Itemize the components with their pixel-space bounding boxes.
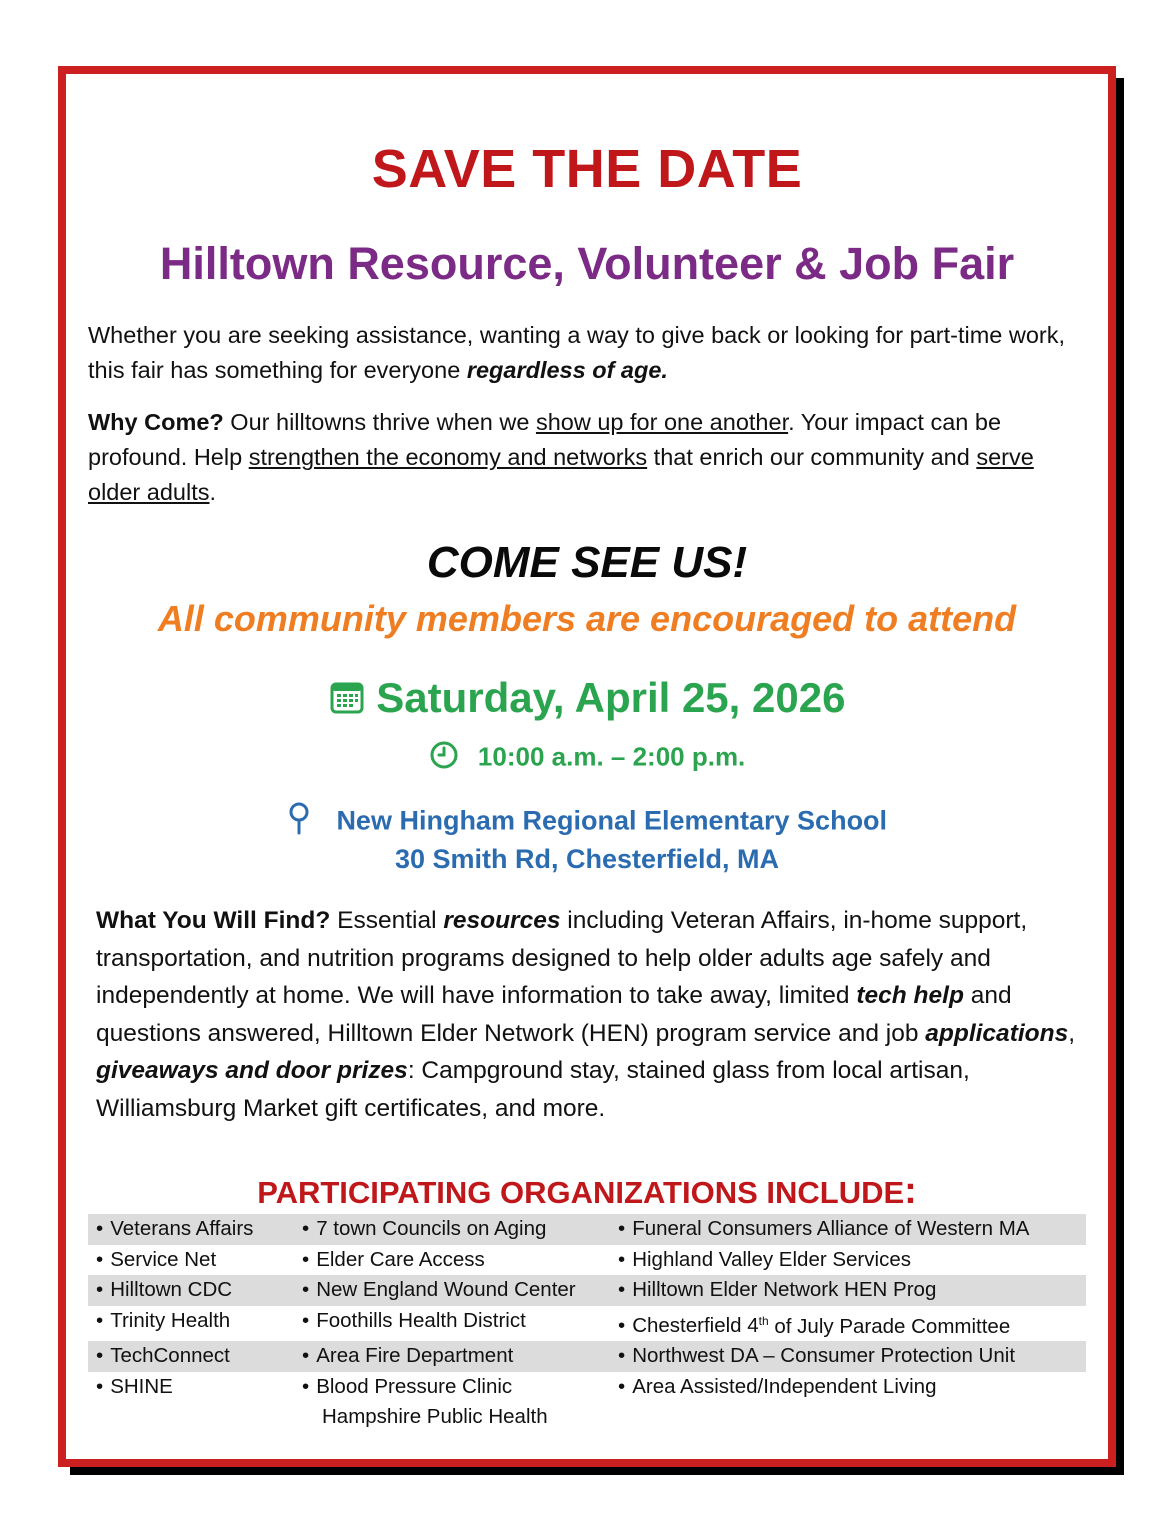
come-see-us-heading: COME SEE US! bbox=[426, 538, 748, 587]
table-row bbox=[88, 1341, 1086, 1372]
table-row bbox=[88, 1275, 1086, 1306]
orgs-heading-colon: : bbox=[904, 1170, 917, 1212]
org-item: • Area Assisted/Independent Living bbox=[618, 1375, 936, 1398]
org-cell bbox=[294, 1341, 610, 1372]
what-find-text: , bbox=[1068, 1019, 1076, 1047]
event-time-row bbox=[66, 740, 1108, 777]
what-find-text: : Campground stay, stained glass from local artisan, Williamsburg Market gift certificates, and more. bbox=[96, 1057, 970, 1122]
what-find-emphasis: giveaways and door prizes bbox=[96, 1057, 408, 1084]
org-cell bbox=[88, 1306, 294, 1342]
why-come-text: . Your impact can be profound. Help bbox=[88, 409, 1002, 470]
why-come-underline: strengthen the economy and networks bbox=[248, 444, 648, 470]
ordinal-suffix: th bbox=[758, 1313, 769, 1328]
attend-line: All community members are encouraged to attend bbox=[157, 598, 1017, 639]
what-find-text: including Veteran Affairs, in-home support, transportation, and nutrition programs designed to help older adults age safely and independently at home. We will have information to take away, limited bbox=[96, 907, 1028, 1009]
org-cell bbox=[610, 1214, 1086, 1245]
event-date-row bbox=[66, 674, 1108, 725]
org-item-subline: Hampshire Public Health bbox=[322, 1404, 548, 1428]
what-find-text: and questions answered, Hilltown Elder Network (HEN) program service and job bbox=[96, 982, 1012, 1047]
org-item: • Chesterfield 4 bbox=[618, 1314, 759, 1337]
clock-icon bbox=[429, 740, 459, 777]
why-come-paragraph bbox=[88, 405, 1078, 510]
org-item: • New England Wound Center bbox=[302, 1278, 576, 1301]
intro-emphasis: regardless of age. bbox=[466, 357, 668, 383]
table-row bbox=[88, 1372, 1086, 1432]
org-cell bbox=[294, 1245, 610, 1276]
org-cell bbox=[294, 1372, 610, 1432]
org-cell bbox=[88, 1372, 294, 1432]
org-item: • Elder Care Access bbox=[302, 1248, 485, 1271]
what-you-will-find-paragraph bbox=[96, 902, 1096, 1127]
what-find-emphasis: resources bbox=[443, 907, 561, 934]
org-item: • Foothills Health District bbox=[302, 1309, 526, 1332]
location-pin-icon bbox=[287, 802, 311, 843]
org-cell bbox=[294, 1275, 610, 1306]
org-cell bbox=[610, 1341, 1086, 1372]
org-item: • Veterans Affairs bbox=[96, 1217, 253, 1240]
org-cell bbox=[88, 1341, 294, 1372]
org-cell bbox=[294, 1306, 610, 1342]
what-find-emphasis: tech help bbox=[856, 982, 964, 1009]
org-item: • Hilltown CDC bbox=[96, 1278, 232, 1301]
org-item: • 7 town Councils on Aging bbox=[302, 1217, 546, 1240]
org-cell bbox=[610, 1245, 1086, 1276]
org-cell bbox=[610, 1275, 1086, 1306]
flyer-frame bbox=[58, 66, 1116, 1467]
org-item: • Hilltown Elder Network HEN Prog bbox=[618, 1278, 936, 1301]
calendar-icon bbox=[329, 677, 365, 725]
org-cell bbox=[610, 1372, 1086, 1432]
organizations-table bbox=[88, 1214, 1086, 1432]
org-cell bbox=[88, 1245, 294, 1276]
org-item: • Service Net bbox=[96, 1248, 216, 1271]
table-row bbox=[88, 1306, 1086, 1342]
intro-paragraph bbox=[88, 318, 1078, 388]
event-title: Hilltown Resource, Volunteer & Job Fair bbox=[159, 238, 1015, 289]
org-cell bbox=[610, 1306, 1086, 1342]
why-come-text: that enrich our community and bbox=[647, 444, 977, 470]
org-item: • Northwest DA – Consumer Protection Unit bbox=[618, 1344, 1015, 1367]
table-row bbox=[88, 1245, 1086, 1276]
org-item: • Highland Valley Elder Services bbox=[618, 1248, 911, 1271]
why-come-underline: show up for one another bbox=[535, 409, 789, 435]
participating-organizations-heading bbox=[66, 1170, 1108, 1213]
why-come-label: Why Come? bbox=[88, 409, 224, 435]
venue-address: 30 Smith Rd, Chesterfield, MA bbox=[394, 844, 780, 874]
org-cell bbox=[88, 1275, 294, 1306]
save-the-date-heading: SAVE THE DATE bbox=[371, 139, 803, 199]
org-cell bbox=[88, 1214, 294, 1245]
why-come-text: . bbox=[209, 479, 217, 505]
event-time: 10:00 a.m. – 2:00 p.m. bbox=[477, 741, 746, 772]
why-come-underline: serve older adults bbox=[88, 444, 1034, 505]
event-date: Saturday, April 25, 2026 bbox=[376, 674, 846, 721]
org-item: • SHINE bbox=[96, 1375, 173, 1398]
intro-text: Whether you are seeking assistance, wanting a way to give back or looking for part-time work, this fair has something for everyone bbox=[88, 322, 1066, 383]
org-item: • Trinity Health bbox=[96, 1309, 230, 1332]
org-item: • Funeral Consumers Alliance of Western MA bbox=[618, 1217, 1029, 1240]
org-cell bbox=[294, 1214, 610, 1245]
venue-row bbox=[66, 802, 1108, 843]
what-find-emphasis: applications bbox=[925, 1019, 1069, 1047]
org-item: • Area Fire Department bbox=[302, 1344, 513, 1367]
why-come-text: Our hilltowns thrive when we bbox=[223, 409, 536, 435]
org-item: • TechConnect bbox=[96, 1344, 230, 1367]
table-row bbox=[88, 1214, 1086, 1245]
what-find-text: Essential bbox=[330, 907, 444, 934]
venue-name: New Hingham Regional Elementary School bbox=[336, 805, 888, 836]
org-item: • Blood Pressure Clinic bbox=[302, 1375, 512, 1398]
orgs-heading-text: PARTICIPATING ORGANIZATIONS INCLUDE bbox=[257, 1175, 905, 1210]
what-find-label: What You Will Find? bbox=[96, 907, 331, 934]
org-item-rest: of July Parade Committee bbox=[768, 1314, 1011, 1338]
